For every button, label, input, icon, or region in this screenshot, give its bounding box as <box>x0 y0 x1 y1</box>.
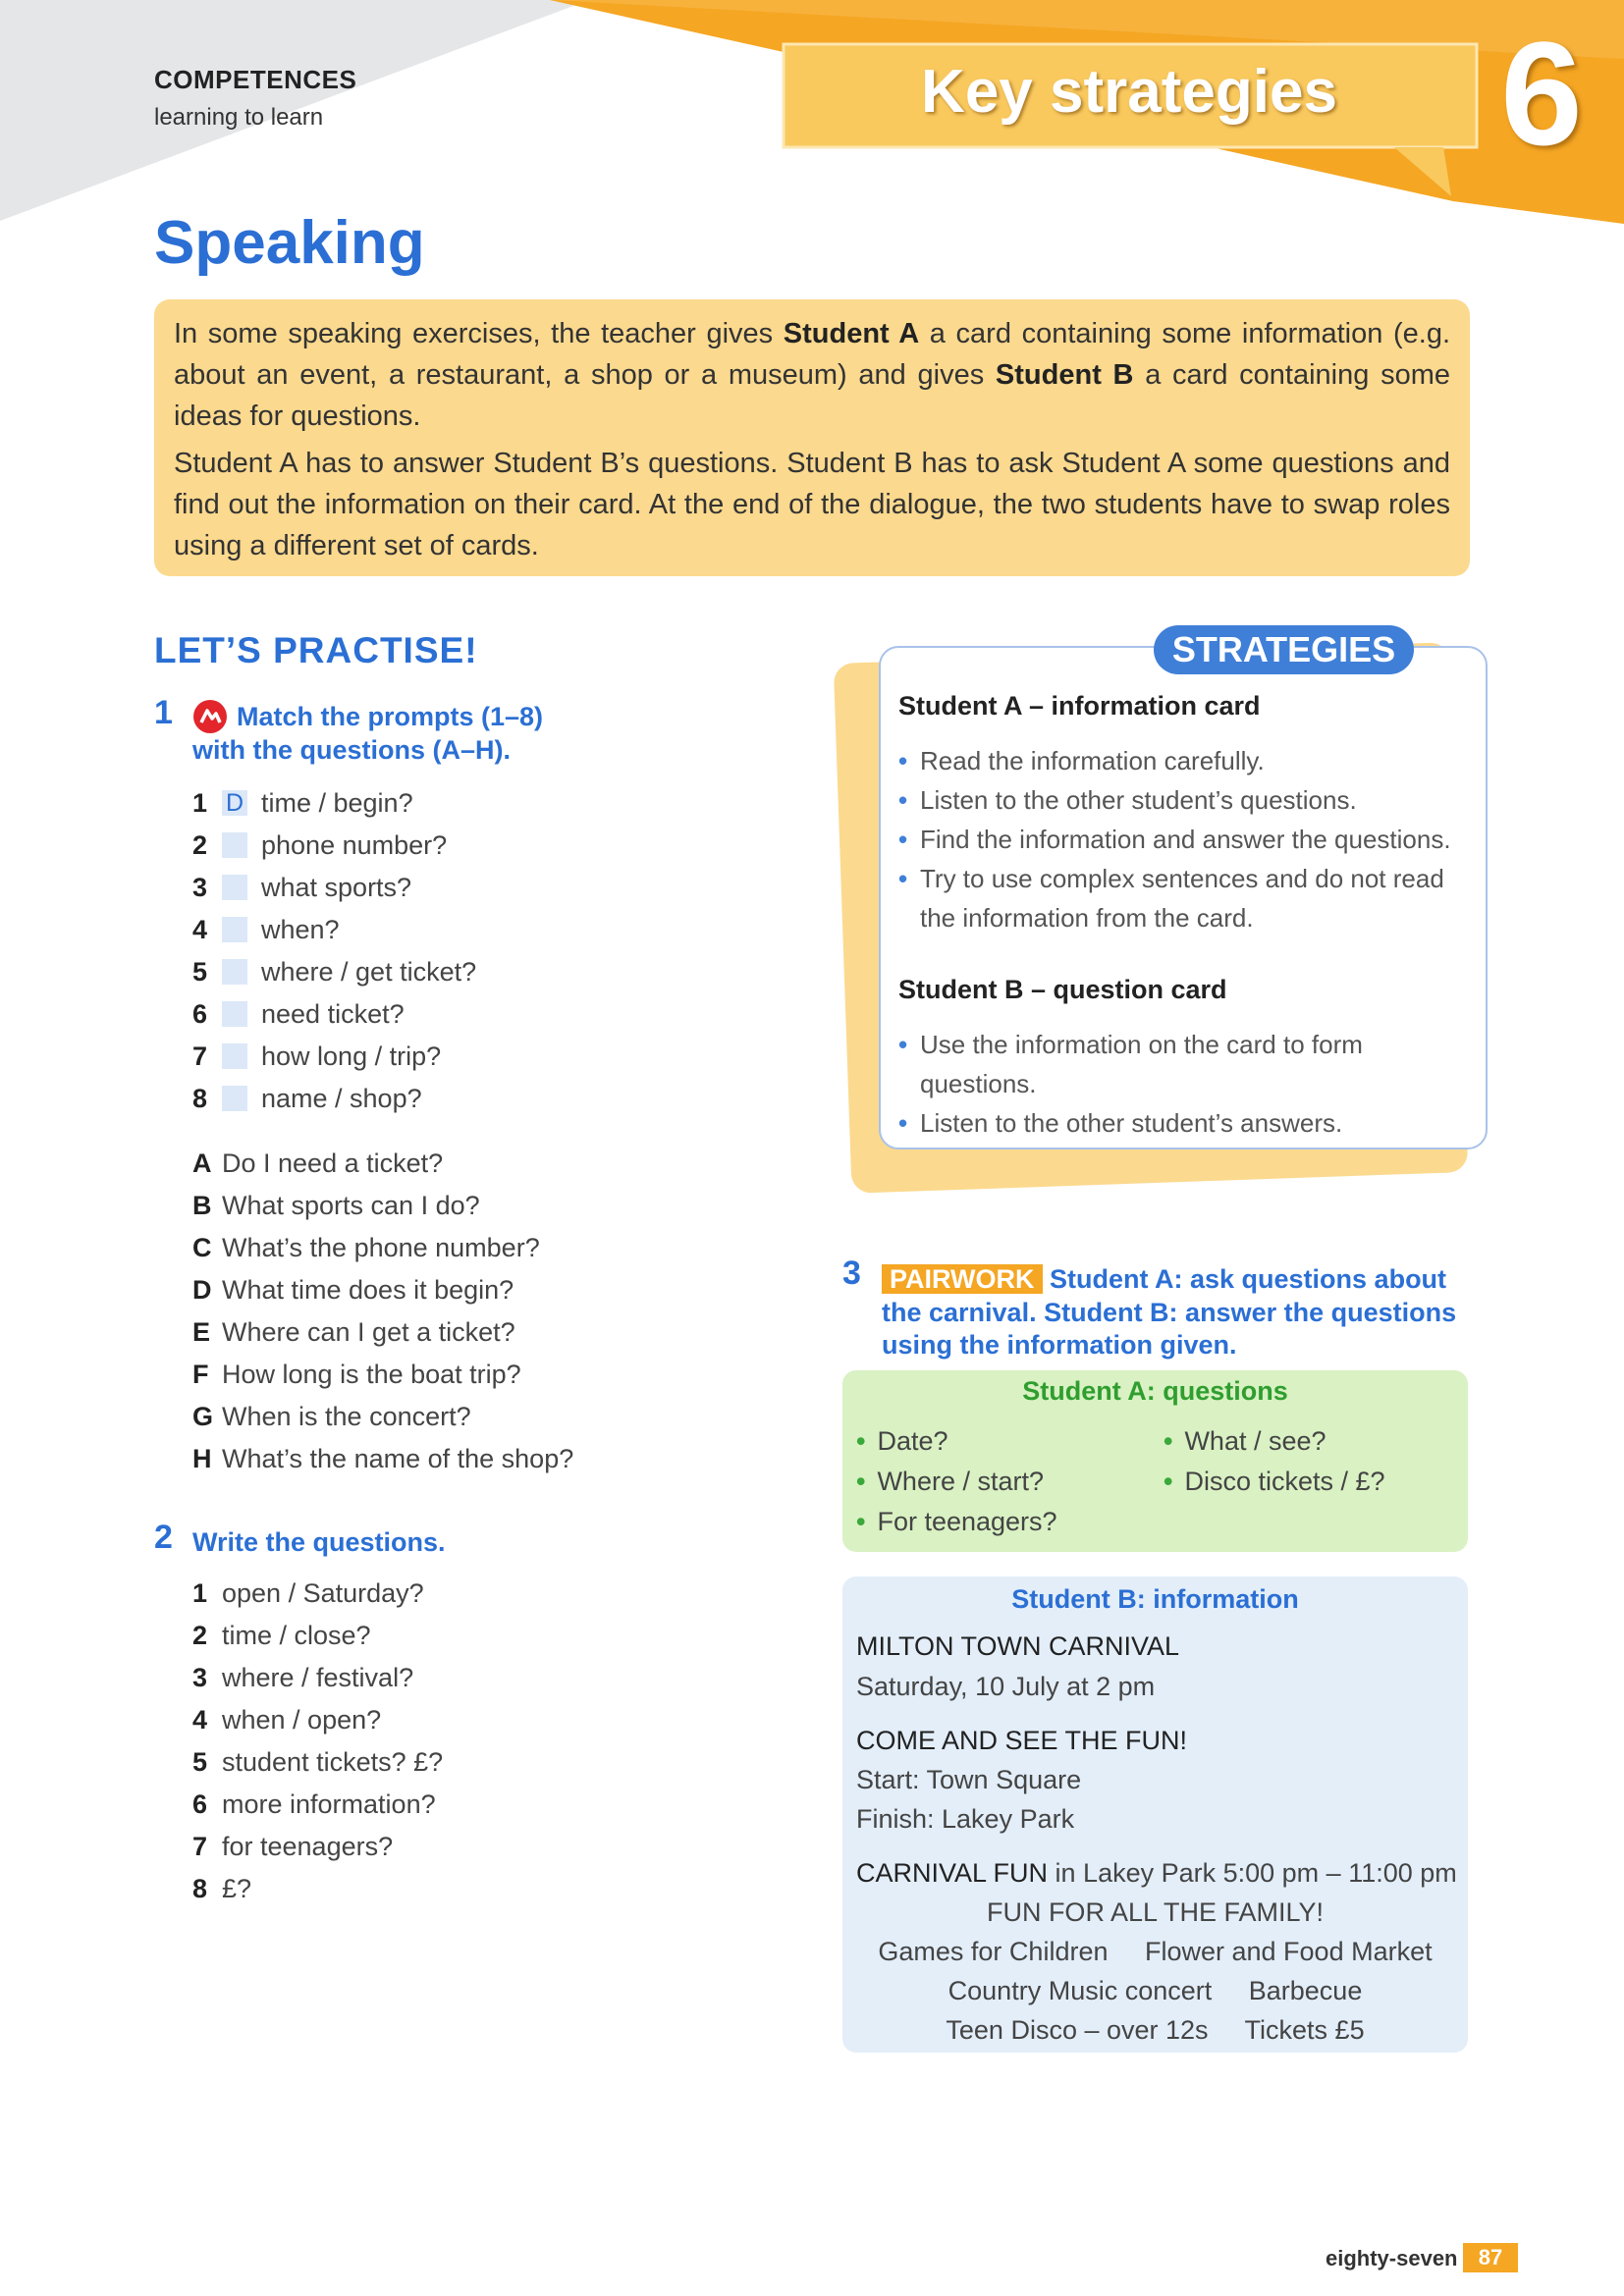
question-item: A Do I need a ticket? <box>192 1148 444 1178</box>
exercise-2-number: 2 <box>154 1519 173 1556</box>
answer-box[interactable] <box>222 917 247 942</box>
chapter-title: Key strategies <box>921 58 1337 126</box>
strategy-bullet-continued: questions. <box>920 1069 1037 1098</box>
competences-title: COMPETENCES <box>154 65 357 94</box>
exercise-3-instruction-line-1: PAIRWORK Student A: ask questions about <box>882 1262 1446 1296</box>
strategy-bullet-continued: the information from the card. <box>920 903 1254 933</box>
question-prompt: 2 time / close? <box>192 1621 371 1650</box>
answer-box[interactable] <box>222 1043 247 1069</box>
exercise-1-questions <box>192 1143 573 1480</box>
student-b-title: Student B: information <box>1011 1584 1299 1614</box>
prompt-item: 7 how long / trip? <box>192 1041 442 1071</box>
answer-box[interactable]: D <box>222 790 247 816</box>
competences-subtitle: learning to learn <box>154 104 324 131</box>
strategy-bullet: • Listen to the other student’s answers. <box>898 1108 1343 1138</box>
question-prompt: 4 when / open? <box>192 1705 382 1735</box>
intro-paragraph-1: In some speaking exercises, the teacher gives Student A a card containing some information (e.g. about an event, a restaurant, a shop or a museum) and gives Student B a card containing some ideas for questions. <box>174 318 1451 432</box>
question-item: F How long is the boat trip? <box>192 1360 521 1389</box>
exercise-2-instruction: Write the questions. <box>192 1527 446 1557</box>
event-date: Saturday, 10 July at 2 pm <box>856 1672 1156 1701</box>
strategy-bullet: • Find the information and answer the questions. <box>898 825 1451 854</box>
activities-row-2: Country Music concert Barbecue <box>947 1976 1363 2005</box>
activities-row-1: Games for Children Flower and Food Market <box>878 1937 1433 1966</box>
student-a-question: • What / see? <box>1164 1426 1326 1456</box>
page-number-word: eighty-seven <box>1326 2246 1458 2270</box>
strategies-b-heading: Student B – question card <box>898 975 1227 1004</box>
intro-paragraph-2: Student A has to answer Student B’s questions. Student B has to ask Student A some questions and find out the information on their card. At the end of the dialogue, the two students have to swap roles using a different set of cards. <box>174 448 1450 561</box>
strategy-bullet: • Listen to the other student’s questions. <box>898 785 1357 815</box>
carnival-fun-line: CARNIVAL FUN in Lakey Park 5:00 pm – 11:00 pm <box>856 1858 1457 1888</box>
prompt-item: 4 when? <box>192 915 340 944</box>
exercise-3-instruction-line-2: the carnival. Student B: answer the questions <box>882 1298 1457 1327</box>
exercise-1-instruction-line-1: Match the prompts (1–8) <box>237 702 544 731</box>
strategies-a-list <box>898 741 1488 937</box>
exercise-1-number: 1 <box>154 694 173 731</box>
question-prompt: 3 where / festival? <box>192 1663 414 1692</box>
question-prompt: 8 £? <box>192 1874 252 1903</box>
prompt-item: 6 need ticket? <box>192 999 405 1029</box>
strategies-b-list <box>898 1025 1488 1143</box>
question-prompt: 7 for teenagers? <box>192 1832 394 1861</box>
event-tagline: COME AND SEE THE FUN! <box>856 1726 1188 1755</box>
strategies-a-heading: Student A – information card <box>898 691 1261 721</box>
unit-number: 6 <box>1500 11 1583 176</box>
question-item: C What’s the phone number? <box>192 1233 540 1262</box>
intro-box <box>154 299 1470 576</box>
answer-box[interactable] <box>222 875 247 900</box>
exercise-1-instruction-line-2: with the questions (A–H). <box>192 735 511 765</box>
prompt-item: 2 phone number? <box>192 830 448 860</box>
prompt-item: 1 D time / begin? <box>192 788 413 818</box>
family-line: FUN FOR ALL THE FAMILY! <box>986 1897 1325 1927</box>
prompt-item: 8 name / shop? <box>192 1084 422 1113</box>
student-a-question: • For teenagers? <box>856 1507 1057 1536</box>
event-start: Start: Town Square <box>856 1765 1082 1794</box>
exercise-3-instruction-line-3: using the information given. <box>882 1330 1237 1360</box>
question-prompt: 6 more information? <box>192 1789 436 1819</box>
strategy-bullet: • Read the information carefully. <box>898 746 1265 775</box>
pairwork-tag: PAIRWORK <box>882 1264 1043 1294</box>
prompt-item: 3 what sports? <box>192 873 412 902</box>
answer-box[interactable] <box>222 1086 247 1111</box>
exercise-2-items <box>192 1573 443 1910</box>
strategies-title: STRATEGIES <box>1154 625 1414 674</box>
exercise-3-number: 3 <box>842 1255 861 1292</box>
strategy-bullet: • Try to use complex sentences and do not read <box>898 864 1444 893</box>
question-item: H What’s the name of the shop? <box>192 1444 574 1473</box>
student-a-title: Student A: questions <box>1022 1376 1288 1406</box>
strategies-box <box>879 646 1488 1149</box>
activities-row-3: Teen Disco – over 12s Tickets £5 <box>946 2015 1365 2045</box>
question-item: D What time does it begin? <box>192 1275 514 1305</box>
student-a-question: • Disco tickets / £? <box>1164 1467 1385 1496</box>
answer-box[interactable] <box>222 959 247 985</box>
answer-box[interactable] <box>222 1001 247 1027</box>
question-item: E Where can I get a ticket? <box>192 1317 515 1347</box>
question-item: G When is the concert? <box>192 1402 471 1431</box>
event-name: MILTON TOWN CARNIVAL <box>856 1631 1180 1661</box>
section-title: Speaking <box>154 209 425 277</box>
question-prompt: 5 student tickets? £? <box>192 1747 444 1777</box>
page-number: 87 <box>1463 2243 1518 2272</box>
exercise-1-prompts <box>192 782 476 1120</box>
speaking-icon <box>192 699 228 734</box>
event-finish: Finish: Lakey Park <box>856 1804 1075 1834</box>
student-a-question: • Where / start? <box>856 1467 1045 1496</box>
strategy-bullet: • Use the information on the card to form <box>898 1030 1363 1059</box>
question-prompt: 1 open / Saturday? <box>192 1578 424 1608</box>
answer-box[interactable] <box>222 832 247 858</box>
prompt-item: 5 where / get ticket? <box>192 957 477 987</box>
student-a-question: • Date? <box>856 1426 948 1456</box>
practise-heading: LET’S PRACTISE! <box>154 630 478 670</box>
question-item: B What sports can I do? <box>192 1191 480 1220</box>
